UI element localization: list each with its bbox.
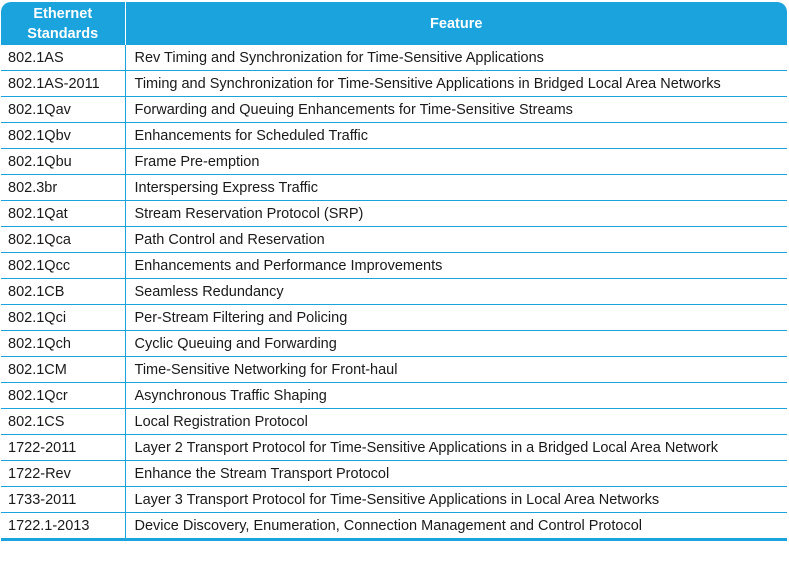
table-row	[1, 383, 787, 409]
table-row	[1, 227, 787, 253]
feature-cell: Asynchronous Traffic Shaping	[125, 383, 787, 409]
feature-cell: Device Discovery, Enumeration, Connection Management and Control Protocol	[125, 513, 787, 540]
header-row	[1, 2, 787, 45]
feature-cell: Enhance the Stream Transport Protocol	[125, 461, 787, 487]
standard-cell: 802.1CB	[1, 279, 125, 305]
feature-cell: Frame Pre-emption	[125, 149, 787, 175]
table-body	[1, 45, 787, 540]
feature-cell: Time-Sensitive Networking for Front-haul	[125, 357, 787, 383]
feature-cell: Per-Stream Filtering and Policing	[125, 305, 787, 331]
feature-cell: Path Control and Reservation	[125, 227, 787, 253]
header-feature: Feature	[125, 2, 787, 45]
feature-cell: Cyclic Queuing and Forwarding	[125, 331, 787, 357]
standard-cell: 802.1Qci	[1, 305, 125, 331]
standard-cell: 802.1Qbu	[1, 149, 125, 175]
feature-cell: Forwarding and Queuing Enhancements for Time-Sensitive Streams	[125, 97, 787, 123]
standard-cell: 1733-2011	[1, 487, 125, 513]
standard-cell: 802.1Qav	[1, 97, 125, 123]
feature-cell: Stream Reservation Protocol (SRP)	[125, 201, 787, 227]
header-col1-line2: Standards	[27, 26, 99, 42]
standard-cell: 802.1AS-2011	[1, 71, 125, 97]
standard-cell: 802.1Qat	[1, 201, 125, 227]
ethernet-standards-table	[1, 2, 787, 541]
feature-cell: Enhancements for Scheduled Traffic	[125, 123, 787, 149]
table-row	[1, 435, 787, 461]
standards-table-container	[1, 2, 787, 541]
table-row	[1, 45, 787, 71]
table-row	[1, 149, 787, 175]
standard-cell: 1722-2011	[1, 435, 125, 461]
feature-cell: Rev Timing and Synchronization for Time-Sensitive Applications	[125, 45, 787, 71]
table-row	[1, 71, 787, 97]
standard-cell: 802.1Qca	[1, 227, 125, 253]
table-row	[1, 409, 787, 435]
feature-cell: Layer 3 Transport Protocol for Time-Sensitive Applications in Local Area Networks	[125, 487, 787, 513]
table-row	[1, 201, 787, 227]
table-row	[1, 305, 787, 331]
feature-cell: Local Registration Protocol	[125, 409, 787, 435]
feature-cell: Enhancements and Performance Improvements	[125, 253, 787, 279]
header-ethernet-standards	[1, 2, 125, 45]
table-row	[1, 513, 787, 540]
standard-cell: 1722.1-2013	[1, 513, 125, 540]
table-row	[1, 461, 787, 487]
standard-cell: 802.1Qcc	[1, 253, 125, 279]
standard-cell: 802.1AS	[1, 45, 125, 71]
table-row	[1, 97, 787, 123]
standard-cell: 802.1Qbv	[1, 123, 125, 149]
standard-cell: 802.1Qch	[1, 331, 125, 357]
feature-cell: Interspersing Express Traffic	[125, 175, 787, 201]
header-col1-line1: Ethernet	[33, 6, 93, 22]
standard-cell: 1722-Rev	[1, 461, 125, 487]
table-row	[1, 123, 787, 149]
standard-cell: 802.3br	[1, 175, 125, 201]
table-row	[1, 279, 787, 305]
table-row	[1, 357, 787, 383]
table-row	[1, 175, 787, 201]
table-row	[1, 331, 787, 357]
feature-cell: Layer 2 Transport Protocol for Time-Sensitive Applications in a Bridged Local Area Network	[125, 435, 787, 461]
standard-cell: 802.1Qcr	[1, 383, 125, 409]
standard-cell: 802.1CS	[1, 409, 125, 435]
table-row	[1, 253, 787, 279]
table-row	[1, 487, 787, 513]
feature-cell: Timing and Synchronization for Time-Sensitive Applications in Bridged Local Area Networks	[125, 71, 787, 97]
table-header	[1, 2, 787, 45]
standard-cell: 802.1CM	[1, 357, 125, 383]
feature-cell: Seamless Redundancy	[125, 279, 787, 305]
